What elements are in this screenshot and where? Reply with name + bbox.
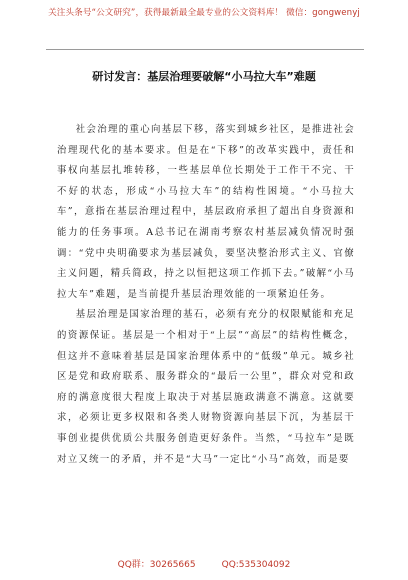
footer — [0, 557, 408, 570]
header-divider — [46, 49, 364, 50]
paragraph: 社会治理的重心向基层下移，落实到城乡社区，是推进社会治理现代化的基本要求。但是在“下移”的改革实践中，责任和事权向基层扎堆转移，一些基层单位长期处于工作干不完、干不好的状态，形成“小马拉大车”的结构性困境。“小马拉大车”，意指在基层治理过程中，基层政府承担了超出自身资源和能力的任务事项。A总书记在湖南考察农村基层减负情况时强调：“党中央明确要求为基层减负，要坚决整治形式主义、官僚主义问题，精兵简政，持之以恒把这项工作抓下去。”破解“小马拉大车”难题，是当前提升基层治理效能的一项紧迫任务。 — [57, 124, 355, 300]
footer-qq: QQ:535304092 — [221, 560, 291, 570]
paragraph: 基层治理是国家治理的基石，必须有充分的权限赋能和充足的资源保证。基层是一个相对于“上层”“高层”的结构性概念，但这并不意味着基层是国家治理体系中的“低级”单元。城乡社区是党和政府联系、服务群众的“最后一公里”，群众对党和政府的满意度很大程度上取决于对基层施政满意不满意。这就要求，必须让更多权限和各类人财物资源向基层下沉，为基层干事创业提供优质公共服务创造更好条件。当然，“马拉车”是既对立又统一的矛盾，并不是“大马”一定比“小马”高效，而是要 — [57, 309, 355, 465]
header-notice: 关注头条号“公文研究”，获得最新最全最专业的公文资料库！ 微信：gongwenyj — [48, 8, 360, 18]
document-title: 研讨发言：基层治理要破解“小马拉大车”难题 — [92, 70, 316, 83]
footer-qq-group: QQ群：30265665 — [117, 560, 196, 570]
document-body — [57, 120, 355, 470]
